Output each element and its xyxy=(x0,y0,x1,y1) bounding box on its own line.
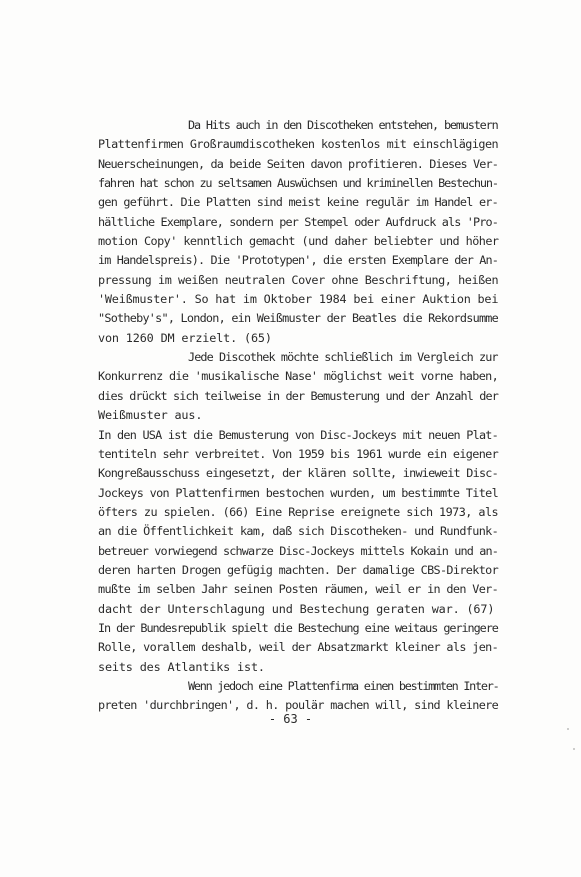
text-line: dies drückt sich teilweise in der Bemusterung und der Anzahl der xyxy=(98,388,498,403)
text-line: Rolle, vorallem deshalb, weil der Absatzmarkt kleiner als jen- xyxy=(98,640,499,655)
body-text xyxy=(98,116,498,716)
text-line: "Sotheby's", London, ein Weißmuster der Beatles die Rekordsumme xyxy=(98,311,498,326)
scan-speck xyxy=(573,748,575,750)
text-line: seits des Atlantiks ist. xyxy=(98,659,265,674)
text-line: gen geführt. Die Platten sind meist keine regulär im Handel er- xyxy=(98,195,498,210)
text-line: tentiteln sehr verbreitet. Von 1959 bis 1961 wurde ein eigener xyxy=(98,446,499,461)
text-line: fahren hat schon zu seltsamen Auswüchsen und kriminellen Bestechun- xyxy=(98,176,498,191)
text-line: öfters zu spielen. (66) Eine Reprise ereignete sich 1973, als xyxy=(98,504,499,519)
text-line: im Handelspreis). Die 'Prototypen', die ersten Exemplare der An- xyxy=(98,253,498,268)
text-line: mußte im selben Jahr seinen Posten räumen, weil er in den Ver- xyxy=(98,582,499,597)
text-line: preten 'durchbringen', d. h. poulär machen will, sind kleinere xyxy=(98,698,499,713)
text-line: an die Öffentlichkeit kam, daß sich Discotheken- und Rundfunk- xyxy=(98,524,499,539)
text-line: Kongreßausschuss eingesetzt, der klären sollte, inwieweit Disc- xyxy=(98,466,498,481)
text-line: hältliche Exemplare, sondern per Stempel oder Aufdruck als 'Pro- xyxy=(98,214,498,229)
text-line: Jockeys von Plattenfirmen bestochen wurden, um bestimmte Titel xyxy=(98,485,499,500)
text-line: motion Copy' kenntlich gemacht (und daher beliebter und höher xyxy=(98,234,499,249)
text-line: pressung im weißen neutralen Cover ohne Beschriftung, heißen xyxy=(98,272,499,287)
text-line: von 1260 DM erzielt. (65) xyxy=(98,330,272,345)
text-line: Jede Discothek möchte schließlich im Vergleich zur xyxy=(188,350,498,365)
text-line: Da Hits auch in den Discotheken entstehen, bemustern xyxy=(188,118,498,132)
text-line: Weißmuster aus. xyxy=(98,408,203,423)
text-line: deren harten Drogen gefügig machten. Der damalige CBS-Direktor xyxy=(98,562,499,577)
text-line: Plattenfirmen Großraumdiscotheken kostenlos mit einschlägigen xyxy=(98,137,499,152)
scan-speck xyxy=(567,728,569,730)
text-line: In der Bundesrepublik spielt die Bestechung eine weitaus geringere xyxy=(98,620,498,635)
text-line: Konkurrenz die 'musikalische Nase' möglichst weit vorne haben, xyxy=(98,369,499,384)
text-line: betreuer vorwiegend schwarze Disc-Jockeys mittels Kokain und an- xyxy=(98,543,498,558)
text-line: 'Weißmuster'. So hat im Oktober 1984 bei einer Auktion bei xyxy=(98,292,499,307)
text-line: Neuerscheinungen, da beide Seiten davon profitieren. Dieses Ver- xyxy=(98,156,498,171)
text-line: In den USA ist die Bemusterung von Disc-Jockeys mit neuen Plat- xyxy=(98,427,498,442)
text-line: dacht der Unterschlagung und Bestechung geraten war. (67) xyxy=(98,601,495,616)
page-number: - 63 - xyxy=(268,712,313,726)
text-line: Wenn jedoch eine Plattenfirma einen bestimmten Inter- xyxy=(188,678,499,693)
